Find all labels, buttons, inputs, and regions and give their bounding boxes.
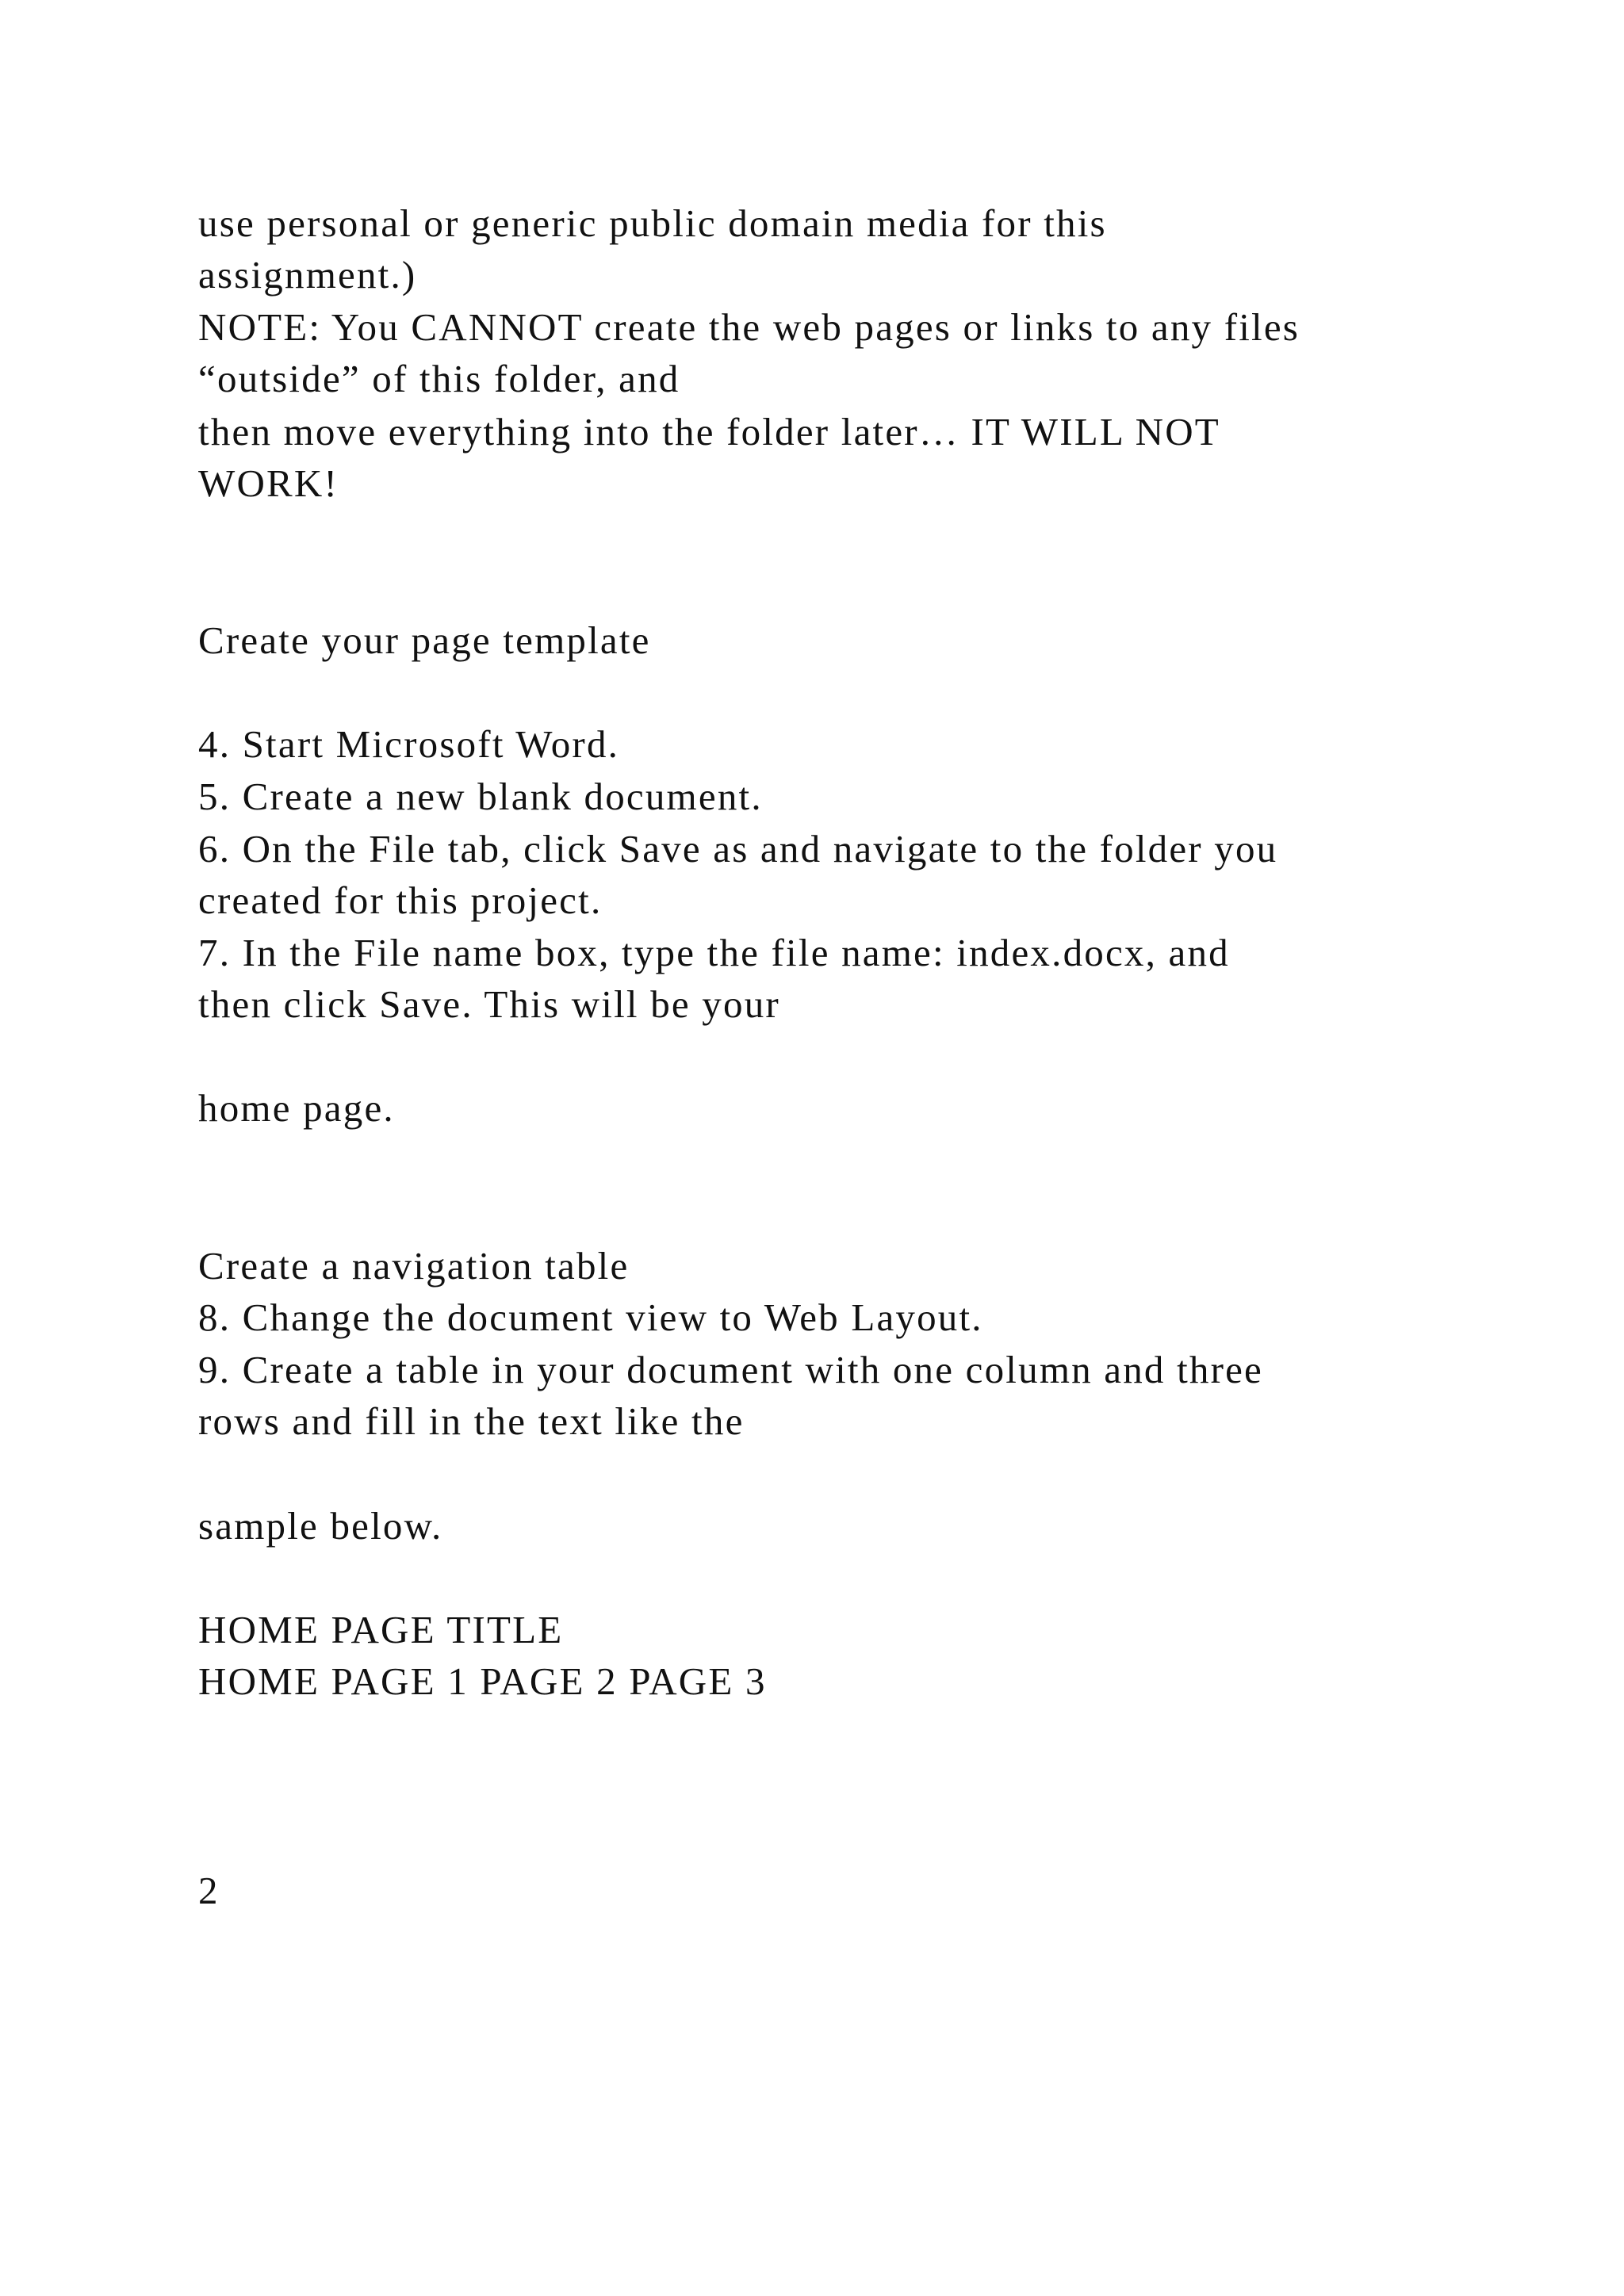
paragraph-line: sample below.	[198, 1504, 443, 1548]
section-heading-page-template: Create your page template	[198, 618, 651, 662]
step-item: created for this project.	[198, 878, 603, 922]
paragraph-line: use personal or generic public domain media for this	[198, 201, 1107, 245]
sample-nav-row: HOME PAGE 1 PAGE 2 PAGE 3	[198, 1659, 767, 1703]
step-item: 4. Start Microsoft Word.	[198, 722, 620, 766]
section-heading-navigation-table: Create a navigation table	[198, 1244, 630, 1288]
step-item: 6. On the File tab, click Save as and navigate to the folder you	[198, 827, 1278, 871]
step-item: 8. Change the document view to Web Layout.	[198, 1295, 983, 1339]
sample-title-row: HOME PAGE TITLE	[198, 1608, 564, 1651]
note-line: WORK!	[198, 461, 339, 505]
paragraph-line: assignment.)	[198, 253, 417, 297]
step-item: then click Save. This will be your	[198, 982, 780, 1026]
paragraph-line: home page.	[198, 1086, 395, 1130]
note-line: then move everything into the folder later… IT WILL NOT	[198, 410, 1220, 453]
step-item: 5. Create a new blank document.	[198, 775, 763, 818]
note-line: NOTE: You CANNOT create the web pages or links to any files	[198, 305, 1300, 349]
step-item: 7. In the File name box, type the file name: index.docx, and	[198, 931, 1230, 974]
step-item: rows and fill in the text like the	[198, 1399, 745, 1443]
note-line: “outside” of this folder, and	[198, 357, 680, 400]
page-number: 2	[198, 1869, 220, 1912]
step-item: 9. Create a table in your document with one column and three	[198, 1348, 1264, 1391]
